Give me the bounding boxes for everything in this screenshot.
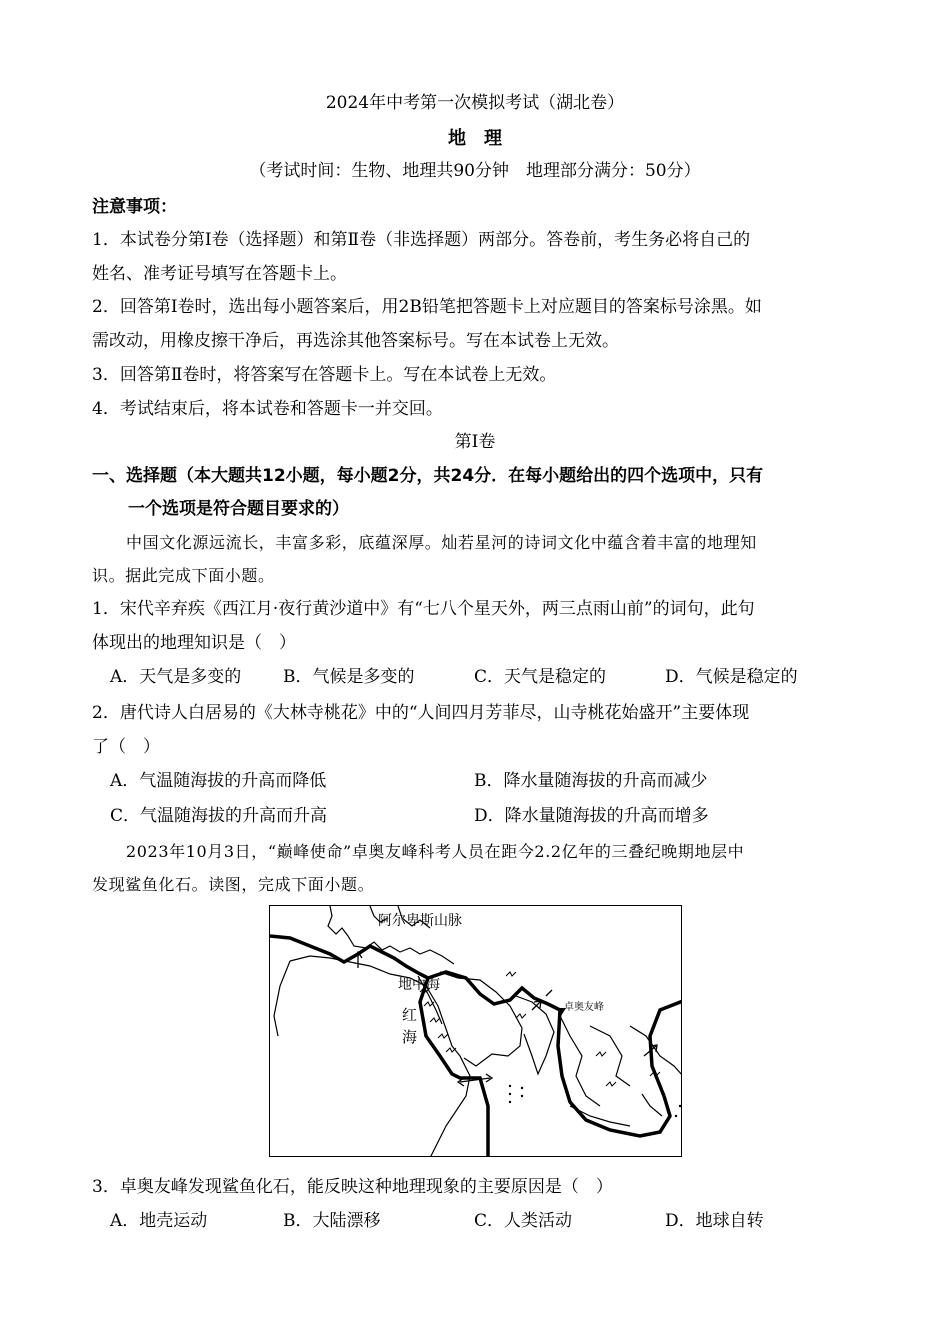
q2-option-c: C．气温随海拔的升高而升高 (110, 806, 328, 826)
plate-boundary-map (269, 905, 682, 1157)
intro-paragraph: 中国文化源远流长，丰富多彩，底蕴深厚。灿若星河的诗词文化中蕴含着丰富的地理知 (126, 533, 757, 552)
q1-option-d: D．气候是稳定的 (665, 667, 798, 687)
q3-option-a: A．地壳运动 (110, 1211, 208, 1231)
label-red-sea-1: 红 (402, 1006, 418, 1024)
notice-item: 姓名、准考证号填写在答题卡上。 (92, 264, 347, 284)
section-heading-cont: 一个选项是符合题目要求的） (128, 499, 349, 519)
q3-option-c: C．人类活动 (474, 1211, 573, 1231)
volume-title: 第Ⅰ卷 (454, 432, 496, 452)
notice-item: 1．本试卷分第Ⅰ卷（选择题）和第Ⅱ卷（非选择题）两部分。答卷前，考生务必将自己的 (92, 230, 751, 250)
subject-title: 地 理 (448, 128, 502, 149)
label-cho-oyu: 卓奥友峰 (564, 1002, 604, 1013)
q2-option-a: A．气温随海拔的升高而降低 (110, 771, 327, 791)
notice-item: 需改动，用橡皮擦干净后，再选涂其他答案标号。写在本试卷上无效。 (92, 331, 619, 351)
label-mediterranean: 地中海 (398, 977, 440, 993)
notice-item: 2．回答第Ⅰ卷时，选出每小题答案后，用2B铅笔把答题卡上对应题目的答案标号涂黑。如 (92, 297, 762, 317)
q1-option-a: A．天气是多变的 (110, 667, 242, 687)
label-red-sea-2: 海 (402, 1028, 418, 1046)
intro-paragraph-2-cont: 发现鲨鱼化石。读图，完成下面小题。 (92, 875, 375, 894)
exam-title: 2024年中考第一次模拟考试（湖北卷） (325, 93, 625, 113)
map-drawing (270, 906, 682, 1157)
q2-option-d: D．降水量随海拔的升高而增多 (474, 806, 709, 826)
question-3-stem: 3．卓奥友峰发现鲨鱼化石，能反映这种地理现象的主要原因是（ ） (92, 1177, 613, 1197)
notice-item: 4．考试结束后，将本试卷和答题卡一并交回。 (92, 399, 443, 419)
q2-option-b: B．降水量随海拔的升高而减少 (474, 771, 708, 791)
label-alps: 阿尔卑斯山脉 (378, 913, 462, 929)
q1-option-c: C．天气是稳定的 (474, 667, 607, 687)
exam-info: （考试时间：生物、地理共90分钟 地理部分满分：50分） (249, 161, 701, 181)
intro-paragraph-cont: 识。据此完成下面小题。 (92, 566, 275, 585)
q3-option-b: B．大陆漂移 (283, 1211, 381, 1231)
q3-option-d: D．地球自转 (665, 1211, 764, 1231)
notice-item: 3．回答第Ⅱ卷时，将答案写在答题卡上。写在本试卷上无效。 (92, 365, 557, 385)
q1-option-b: B．气候是多变的 (283, 667, 415, 687)
section-heading: 一、选择题（本大题共12小题，每小题2分，共24分．在每小题给出的四个选项中，只有 (92, 466, 764, 486)
question-1-stem-cont: 体现出的地理知识是（ ） (92, 633, 296, 653)
intro-paragraph-2: 2023年10月3日，“巅峰使命”卓奥友峰科考人员在距今2.2亿年的三叠纪晚期地层中 (126, 842, 745, 861)
question-2-stem: 2．唐代诗人白居易的《大林寺桃花》中的“人间四月芳菲尽，山寺桃花始盛开”主要体现 (92, 703, 750, 723)
notice-heading: 注意事项： (92, 197, 177, 217)
question-2-stem-cont: 了（ ） (92, 737, 160, 757)
question-1-stem: 1．宋代辛弃疾《西江月·夜行黄沙道中》有“七八个星天外，两三点雨山前”的词句，此句 (92, 599, 755, 619)
